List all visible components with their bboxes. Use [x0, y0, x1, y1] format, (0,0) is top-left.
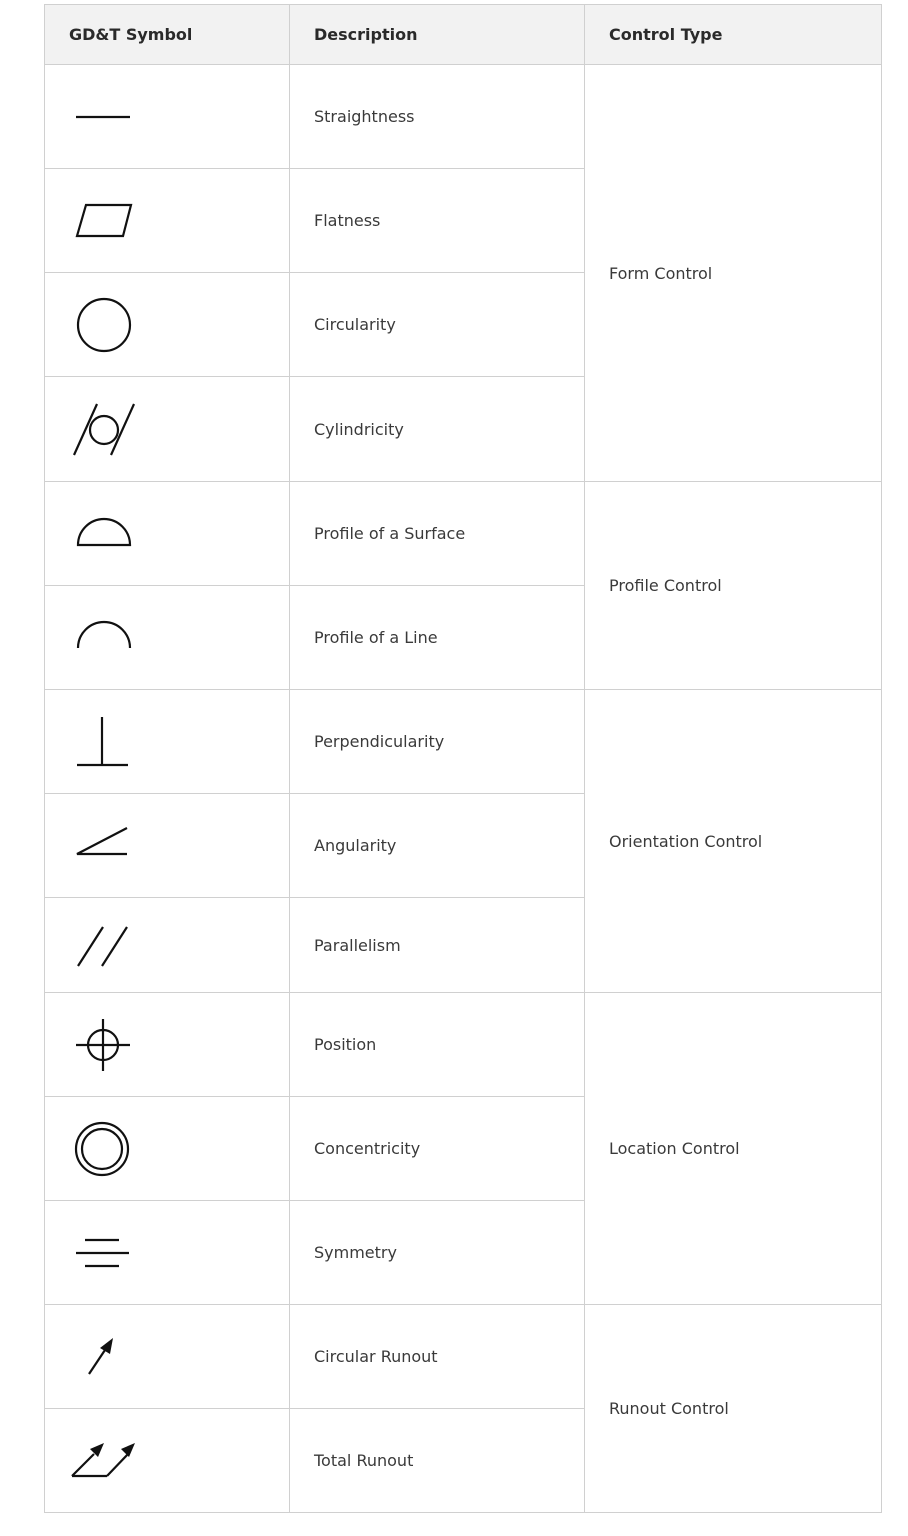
description-cell: Total Runout	[290, 1409, 585, 1513]
symbol-cell	[45, 993, 290, 1097]
parallelism-icon	[71, 910, 141, 980]
flatness-icon	[71, 186, 141, 256]
symbol-cell	[45, 65, 290, 169]
concentricity-icon	[71, 1114, 141, 1184]
header-control-type: Control Type	[585, 5, 882, 65]
description-cell: Perpendicularity	[290, 690, 585, 794]
symbol-cell	[45, 1097, 290, 1201]
symbol-cell	[45, 1305, 290, 1409]
control-type-cell: Location Control	[585, 993, 882, 1305]
symbol-cell	[45, 794, 290, 898]
table-row	[45, 482, 882, 586]
description-cell: Profile of a Line	[290, 586, 585, 690]
description-cell: Angularity	[290, 794, 585, 898]
circularity-icon	[71, 290, 141, 360]
control-type-cell: Orientation Control	[585, 690, 882, 993]
description-cell: Circular Runout	[290, 1305, 585, 1409]
description-cell: Cylindricity	[290, 377, 585, 482]
angularity-icon	[71, 811, 141, 881]
description-cell: Parallelism	[290, 898, 585, 993]
control-type-cell: Profile Control	[585, 482, 882, 690]
symbol-cell	[45, 377, 290, 482]
description-cell: Flatness	[290, 169, 585, 273]
symbol-cell	[45, 1201, 290, 1305]
straightness-icon	[71, 82, 141, 152]
table-row	[45, 993, 882, 1097]
header-symbol: GD&T Symbol	[45, 5, 290, 65]
symmetry-icon	[71, 1218, 141, 1288]
symbol-cell	[45, 690, 290, 794]
symbol-cell	[45, 482, 290, 586]
table-row	[45, 65, 882, 169]
description-cell: Straightness	[290, 65, 585, 169]
control-type-cell: Runout Control	[585, 1305, 882, 1513]
description-cell: Symmetry	[290, 1201, 585, 1305]
description-cell: Profile of a Surface	[290, 482, 585, 586]
cylindricity-icon	[71, 394, 141, 464]
header-row	[45, 5, 882, 65]
header-description: Description	[290, 5, 585, 65]
table-row	[45, 690, 882, 794]
description-cell: Circularity	[290, 273, 585, 377]
profile-of-a-surface-icon	[71, 499, 141, 569]
symbol-cell	[45, 1409, 290, 1513]
profile-of-a-line-icon	[71, 603, 141, 673]
description-cell: Position	[290, 993, 585, 1097]
gdt-symbol-table	[44, 4, 882, 1513]
table-row	[45, 1305, 882, 1409]
position-icon	[71, 1010, 141, 1080]
control-type-cell: Form Control	[585, 65, 882, 482]
symbol-cell	[45, 898, 290, 993]
symbol-cell	[45, 169, 290, 273]
symbol-cell	[45, 586, 290, 690]
total-runout-icon	[71, 1426, 141, 1496]
circular-runout-icon	[71, 1322, 141, 1392]
perpendicularity-icon	[71, 707, 141, 777]
description-cell: Concentricity	[290, 1097, 585, 1201]
symbol-cell	[45, 273, 290, 377]
